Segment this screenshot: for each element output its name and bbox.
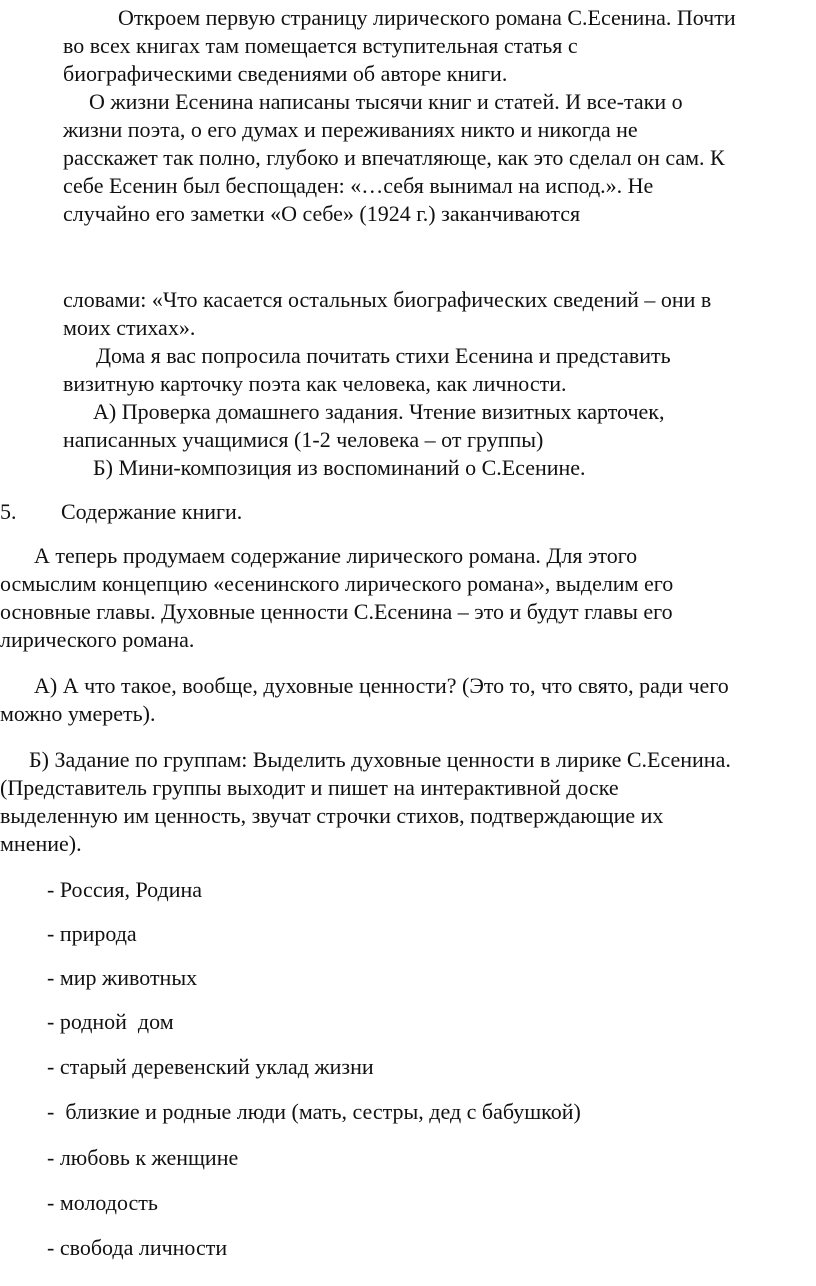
paragraph-line: случайно его заметки «О себе» (1924 г.) заканчиваются bbox=[63, 201, 581, 226]
paragraph-line: расскажет так полно, глубоко и впечатляюще, как это сделал он сам. К bbox=[63, 145, 725, 170]
list-item: - свобода личности bbox=[47, 1235, 228, 1260]
paragraph-line: Откроем первую страницу лирического романа С.Есенина. Почти bbox=[118, 5, 736, 30]
paragraph-line: биографическими сведениями об авторе книги. bbox=[63, 61, 508, 86]
list-item: - старый деревенский уклад жизни bbox=[47, 1054, 374, 1079]
list-item: - природа bbox=[47, 921, 137, 946]
list-item: - мир животных bbox=[47, 965, 198, 990]
paragraph-line: словами: «Что касается остальных биографических сведений – они в bbox=[63, 287, 712, 312]
paragraph-line: осмыслим концепцию «есенинского лирического романа», выделим его bbox=[0, 571, 674, 596]
paragraph-line: О жизни Есенина написаны тысячи книг и статей. И все-таки о bbox=[89, 89, 683, 114]
paragraph-line: основные главы. Духовные ценности С.Есенина – это и будут главы его bbox=[0, 599, 673, 624]
paragraph-line: мнение). bbox=[0, 831, 82, 856]
section-title: Содержание книги. bbox=[61, 499, 243, 524]
paragraph-line: визитную карточку поэта как человека, как личности. bbox=[63, 371, 567, 396]
paragraph-line: написанных учащимися (1-2 человека – от группы) bbox=[63, 427, 544, 452]
paragraph-line: выделенную им ценность, звучат строчки стихов, подтверждающие их bbox=[0, 803, 664, 828]
section-number: 5. bbox=[0, 499, 17, 524]
paragraph-line: жизни поэта, о его думах и переживаниях никто и никогда не bbox=[63, 117, 638, 142]
list-item: - молодость bbox=[47, 1190, 158, 1215]
paragraph-line: во всех книгах там помещается вступительная статья с bbox=[63, 33, 578, 58]
list-item: - любовь к женщине bbox=[47, 1145, 239, 1170]
paragraph-line: Б) Задание по группам: Выделить духовные ценности в лирике С.Есенина. bbox=[29, 747, 731, 772]
paragraph-line: Б) Мини-композиция из воспоминаний о С.Есенине. bbox=[93, 455, 586, 480]
paragraph-line: можно умереть). bbox=[0, 701, 156, 726]
list-item: - Россия, Родина bbox=[47, 877, 203, 902]
paragraph-line: Дома я вас попросила почитать стихи Есенина и представить bbox=[96, 343, 671, 368]
list-item: - близкие и родные люди (мать, сестры, дед с бабушкой) bbox=[47, 1099, 581, 1124]
paragraph-line: А теперь продумаем содержание лирического романа. Для этого bbox=[34, 543, 638, 568]
paragraph-line: (Представитель группы выходит и пишет на интерактивной доске bbox=[0, 775, 619, 800]
list-item: - родной дом bbox=[47, 1009, 174, 1034]
paragraph-line: А) Проверка домашнего задания. Чтение визитных карточек, bbox=[93, 399, 665, 424]
paragraph-line: себе Есенин был беспощаден: «…себя вынимал на испод.». Не bbox=[63, 173, 654, 198]
paragraph-line: лирического романа. bbox=[0, 627, 195, 652]
paragraph-line: А) А что такое, вообще, духовные ценности? (Это то, что свято, ради чего bbox=[34, 673, 729, 698]
paragraph-line: моих стихах». bbox=[63, 315, 196, 340]
